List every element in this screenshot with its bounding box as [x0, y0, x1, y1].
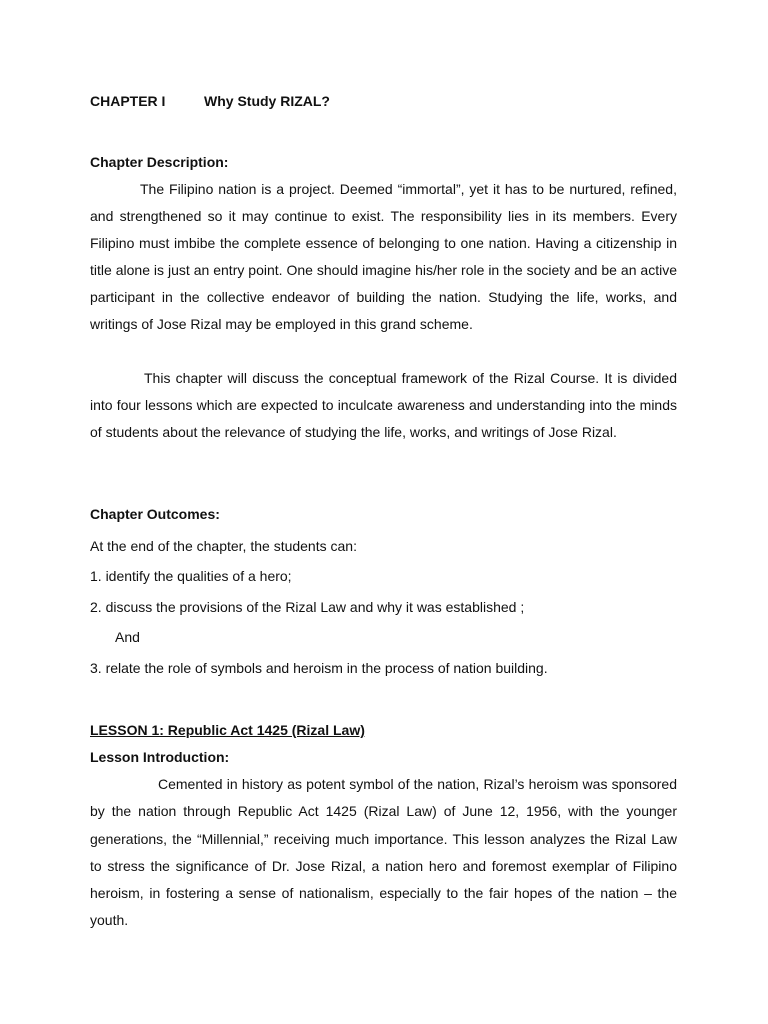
- chapter-title: Why Study RIZAL?: [204, 93, 330, 109]
- chapter-outcomes-intro: At the end of the chapter, the students can:: [90, 538, 357, 554]
- chapter-outcomes-heading: Chapter Outcomes:: [90, 506, 220, 522]
- chapter-description-heading: Chapter Description:: [90, 154, 229, 170]
- outcome-item-1: 1. identify the qualities of a hero;: [90, 568, 292, 584]
- chapter-description-paragraph-2: This chapter will discuss the conceptual framework of the Rizal Course. It is divided into four lessons which are expected to inculcate awareness and understanding into the minds of students about the relevance of studying the life, works, and writings of Jose Rizal.: [90, 370, 677, 440]
- outcome-item-3: 3. relate the role of symbols and heroism in the process of nation building.: [90, 660, 548, 676]
- chapter-description-paragraph-1: The Filipino nation is a project. Deemed “immortal”, yet it has to be nurtured, refined, and strengthened so it may continue to exist. The responsibility lies in its members. Every Filipino must imbibe the complete essence of belonging to one nation. Having a citizenship in title alone is just an entry point. One should imagine his/her role in the society and be an active participant in the collective endeavor of building the nation. Studying the life, works, and writings of Jose Rizal may be employed in this grand scheme.: [90, 181, 677, 332]
- chapter-label: CHAPTER I: [90, 93, 166, 109]
- chapter-heading: [90, 93, 677, 109]
- lesson-introduction-paragraph: Cemented in history as potent symbol of the nation, Rizal’s heroism was sponsored by the nation through Republic Act 1425 (Rizal Law) of June 12, 1956, with the younger generations, the “Millennial,” receiving much importance. This lesson analyzes the Rizal Law to stress the significance of Dr. Jose Rizal, a nation hero and foremost exemplar of Filipino heroism, in fostering a sense of nationalism, especially to the fair hopes of the nation – the youth.: [90, 776, 677, 929]
- outcome-item-2: 2. discuss the provisions of the Rizal Law and why it was established ;: [90, 599, 525, 615]
- outcome-item-connector: And: [115, 629, 140, 645]
- lesson-1-title: [90, 722, 677, 738]
- lesson-introduction-heading: Lesson Introduction:: [90, 749, 230, 765]
- lesson-1-title-text: LESSON 1: Republic Act 1425 (Rizal Law): [90, 722, 365, 738]
